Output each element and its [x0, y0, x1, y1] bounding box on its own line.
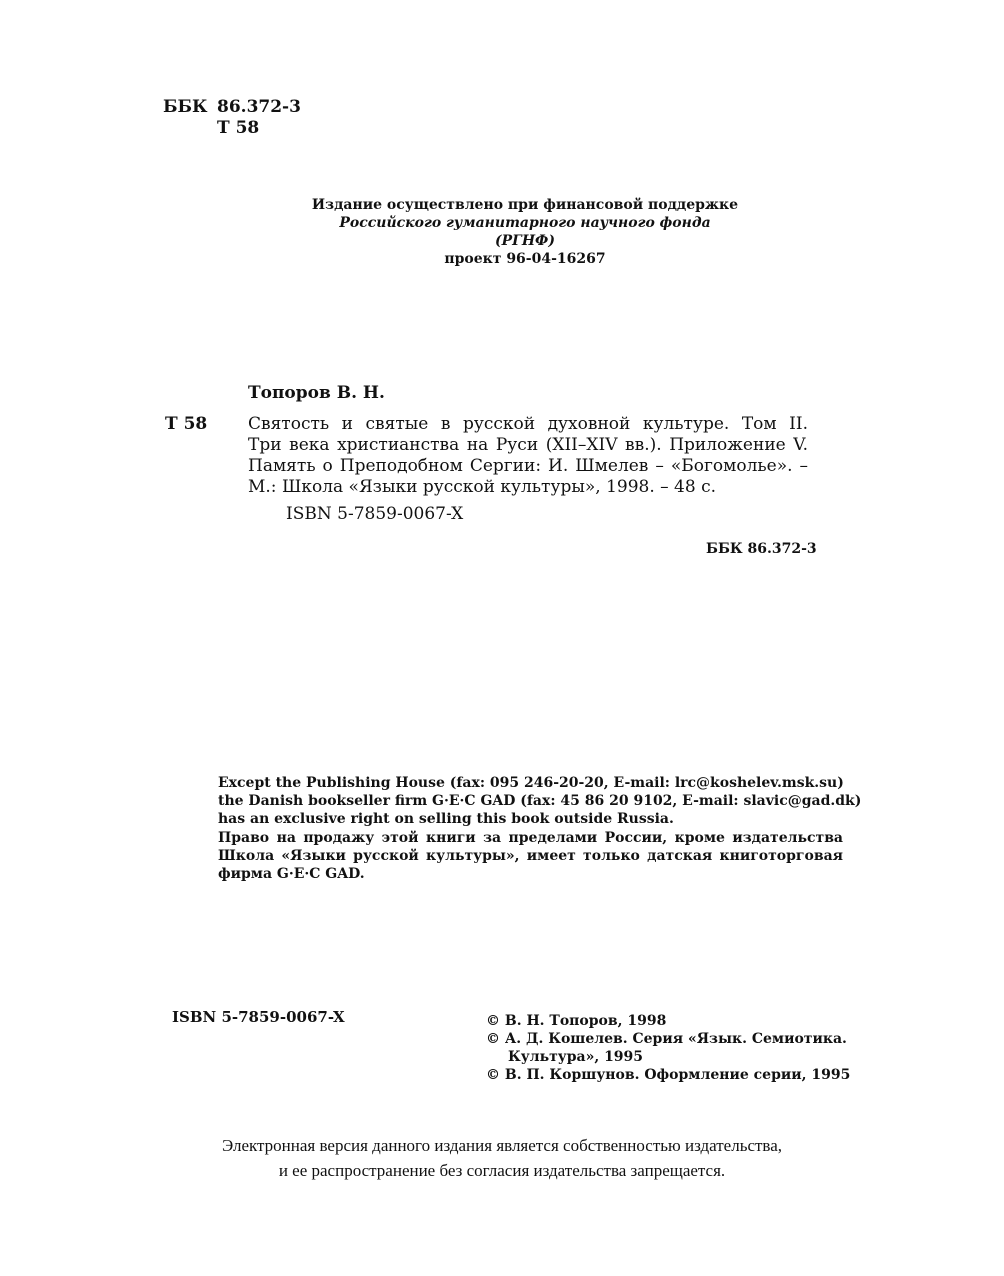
- rights-en-line: the Danish bookseller firm G·E·C GAD (fax: 45 86 20 9102, E-mail: slavic@gad.dk): [218, 793, 862, 809]
- bbk-code: 86.372-3: [217, 97, 301, 117]
- rights-ru-line: Школа «Языки русской культуры», имеет только датская книготорговая: [218, 848, 843, 864]
- catalog-author: Топоров В. Н.: [248, 383, 385, 403]
- rights-en-line: has an exclusive right on selling this book outside Russia.: [218, 811, 674, 827]
- funding-line-3: (РГНФ): [495, 233, 555, 249]
- catalog-description: [248, 414, 808, 498]
- rights-en-line: Except the Publishing House (fax: 095 246-20-20, E-mail: lrc@koshelev.msk.su): [218, 775, 844, 791]
- funding-notice: [300, 196, 750, 268]
- rights-ru-line: Право на продажу этой книги за пределами России, кроме издательства: [218, 830, 843, 846]
- copyright-line: © А. Д. Кошелев. Серия «Язык. Семиотика.: [486, 1031, 847, 1047]
- rights-russian: [218, 829, 843, 883]
- copyright-line: © В. Н. Топоров, 1998: [486, 1013, 667, 1029]
- funding-line-4: проект 96-04-16267: [444, 251, 606, 267]
- copyright-line: © В. П. Коршунов. Оформление серии, 1995: [486, 1067, 851, 1083]
- description-line: М.: Школа «Языки русской культуры», 1998. – 48 с.: [248, 477, 716, 497]
- catalog-isbn: ISBN 5-7859-0067-X: [286, 504, 464, 524]
- funding-line-2: Российского гуманитарного научного фонда: [339, 215, 711, 231]
- copyright-line: Культура», 1995: [508, 1049, 644, 1065]
- description-line: Память о Преподобном Сергии: И. Шмелев – «Богомолье». –: [248, 456, 808, 476]
- electronic-version-notice: [0, 1133, 1004, 1183]
- description-line: Святость и святые в русской духовной культуре. Том II.: [248, 414, 808, 434]
- electronic-notice-line-2: и ее распространение без согласия издательства запрещается.: [278, 1161, 726, 1180]
- funding-line-1: Издание осуществлено при финансовой поддержке: [311, 197, 739, 213]
- catalog-bbk: ББК 86.372-3: [706, 541, 817, 557]
- copyright-block: [486, 1012, 851, 1084]
- author-mark: Т 58: [217, 118, 260, 138]
- electronic-notice-line-1: Электронная версия данного издания является собственностью издательства,: [221, 1136, 783, 1155]
- description-line: Три века христианства на Руси (XII–XIV вв.). Приложение V.: [248, 435, 808, 455]
- rights-ru-line: фирма G·E·C GAD.: [218, 866, 365, 882]
- footer-isbn: ISBN 5-7859-0067-X: [172, 1008, 345, 1026]
- rights-english: [218, 774, 862, 828]
- bbk-label: ББК: [163, 97, 208, 117]
- bbk-classification: [163, 97, 363, 139]
- catalog-author-mark: Т 58: [165, 414, 208, 434]
